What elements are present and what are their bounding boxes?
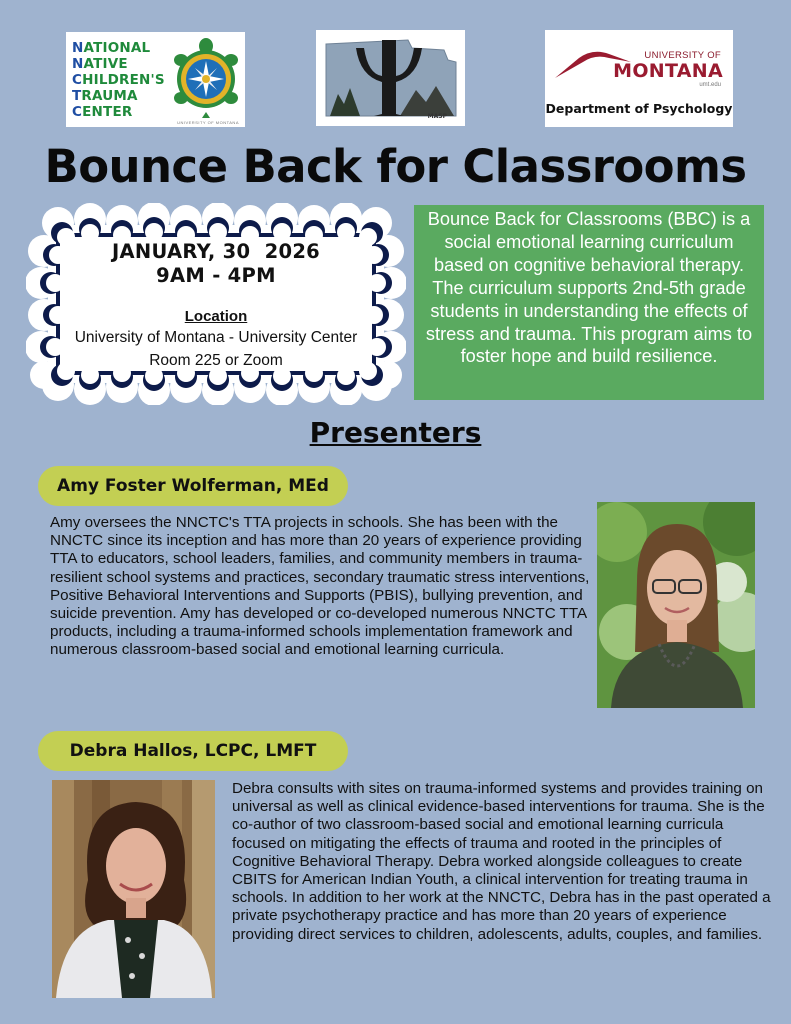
montana-psi-icon	[316, 30, 465, 126]
presenters-heading: Presenters	[309, 416, 482, 449]
nnctc-word: ENTER	[82, 104, 133, 120]
department-name: Department of Psychology	[545, 101, 733, 116]
nnctc-letter: N	[72, 56, 84, 72]
masp-logo	[316, 30, 465, 126]
presenter-photo-debra	[52, 780, 215, 998]
event-time: 9AM - 4PM	[156, 264, 276, 287]
nnctc-word: HILDREN'S	[82, 72, 165, 88]
nnctc-word: ATIVE	[83, 56, 128, 72]
university-of-text: UNIVERSITY OF	[644, 50, 721, 61]
nnctc-letter: T	[72, 88, 82, 104]
nnctc-subtext: UNIVERSITY OF MONTANA	[177, 120, 239, 125]
event-details	[44, 240, 388, 371]
presenter-bio: Debra consults with sites on trauma-informed systems and provides training on universal as well as clinical evidence-based interventions for trauma. She is the co-author of two classroom-based social and emotional learning curricula focused on mitigating the effects of trauma and rooted in the principles of Cognitive Behavioral Therapy. Debra worked alongside colleagues to create CBITS for American Indian Youth, a clinical intervention for treating trauma in schools. In addition to her work at the NNCTC, Debra has in the past operated a private psychotherapy practice and has more than 20 years of experience providing direct services to children, adolescents, adults, couples, and families.	[232, 780, 771, 943]
nnctc-word: RAUMA	[81, 88, 138, 104]
nnctc-logo-text	[72, 40, 165, 120]
location-line-1: University of Montana - University Center	[74, 329, 358, 346]
presenter-bio: Amy oversees the NNCTC's TTA projects in schools. She has been with the NNCTC since its inception and has more than 20 years of experience providing TTA to educators, school leaders, families, and community members in trauma-resilient school systems and practices, secondary traumatic stress interventions, Positive Behavioral Interventions and Supports (PBIS), bullying prevention, and suicide prevention. Amy has developed or co-developed numerous NNCTC TTA products, including a trauma-informed schools implementation framework and numerous classroom-based social and emotional learning curricula.	[50, 514, 590, 659]
location-label: Location	[184, 308, 248, 325]
turtle-icon	[171, 36, 241, 120]
portrait-image	[597, 502, 755, 708]
page-title: Bounce Back for Classrooms	[44, 140, 747, 193]
masp-label: MASP	[427, 113, 447, 120]
um-psychology-logo	[545, 30, 733, 127]
nnctc-letter: C	[72, 104, 83, 120]
presenter-photo-amy	[597, 502, 755, 708]
nnctc-word: ATIONAL	[83, 40, 151, 56]
montana-wordmark: MONTANA	[613, 60, 723, 82]
event-date: JANUARY, 30 2026	[111, 240, 321, 263]
nnctc-logo	[66, 32, 245, 127]
presenter-name-badge: Amy Foster Wolferman, MEd	[38, 466, 348, 506]
nnctc-letter: C	[72, 72, 83, 88]
program-description: Bounce Back for Classrooms (BBC) is a social emotional learning curriculum based on cognitive behavioral therapy. The curriculum supports 2nd-5th grade students in understanding the effects of stress and trauma. This program aims to foster hope and build resilience.	[414, 205, 764, 400]
location-line-2: Room 225 or Zoom	[149, 352, 283, 369]
portrait-image	[52, 780, 215, 998]
um-domain: umt.edu	[699, 82, 721, 88]
presenter-name-badge: Debra Hallos, LCPC, LMFT	[38, 731, 348, 771]
nnctc-letter: N	[72, 40, 84, 56]
